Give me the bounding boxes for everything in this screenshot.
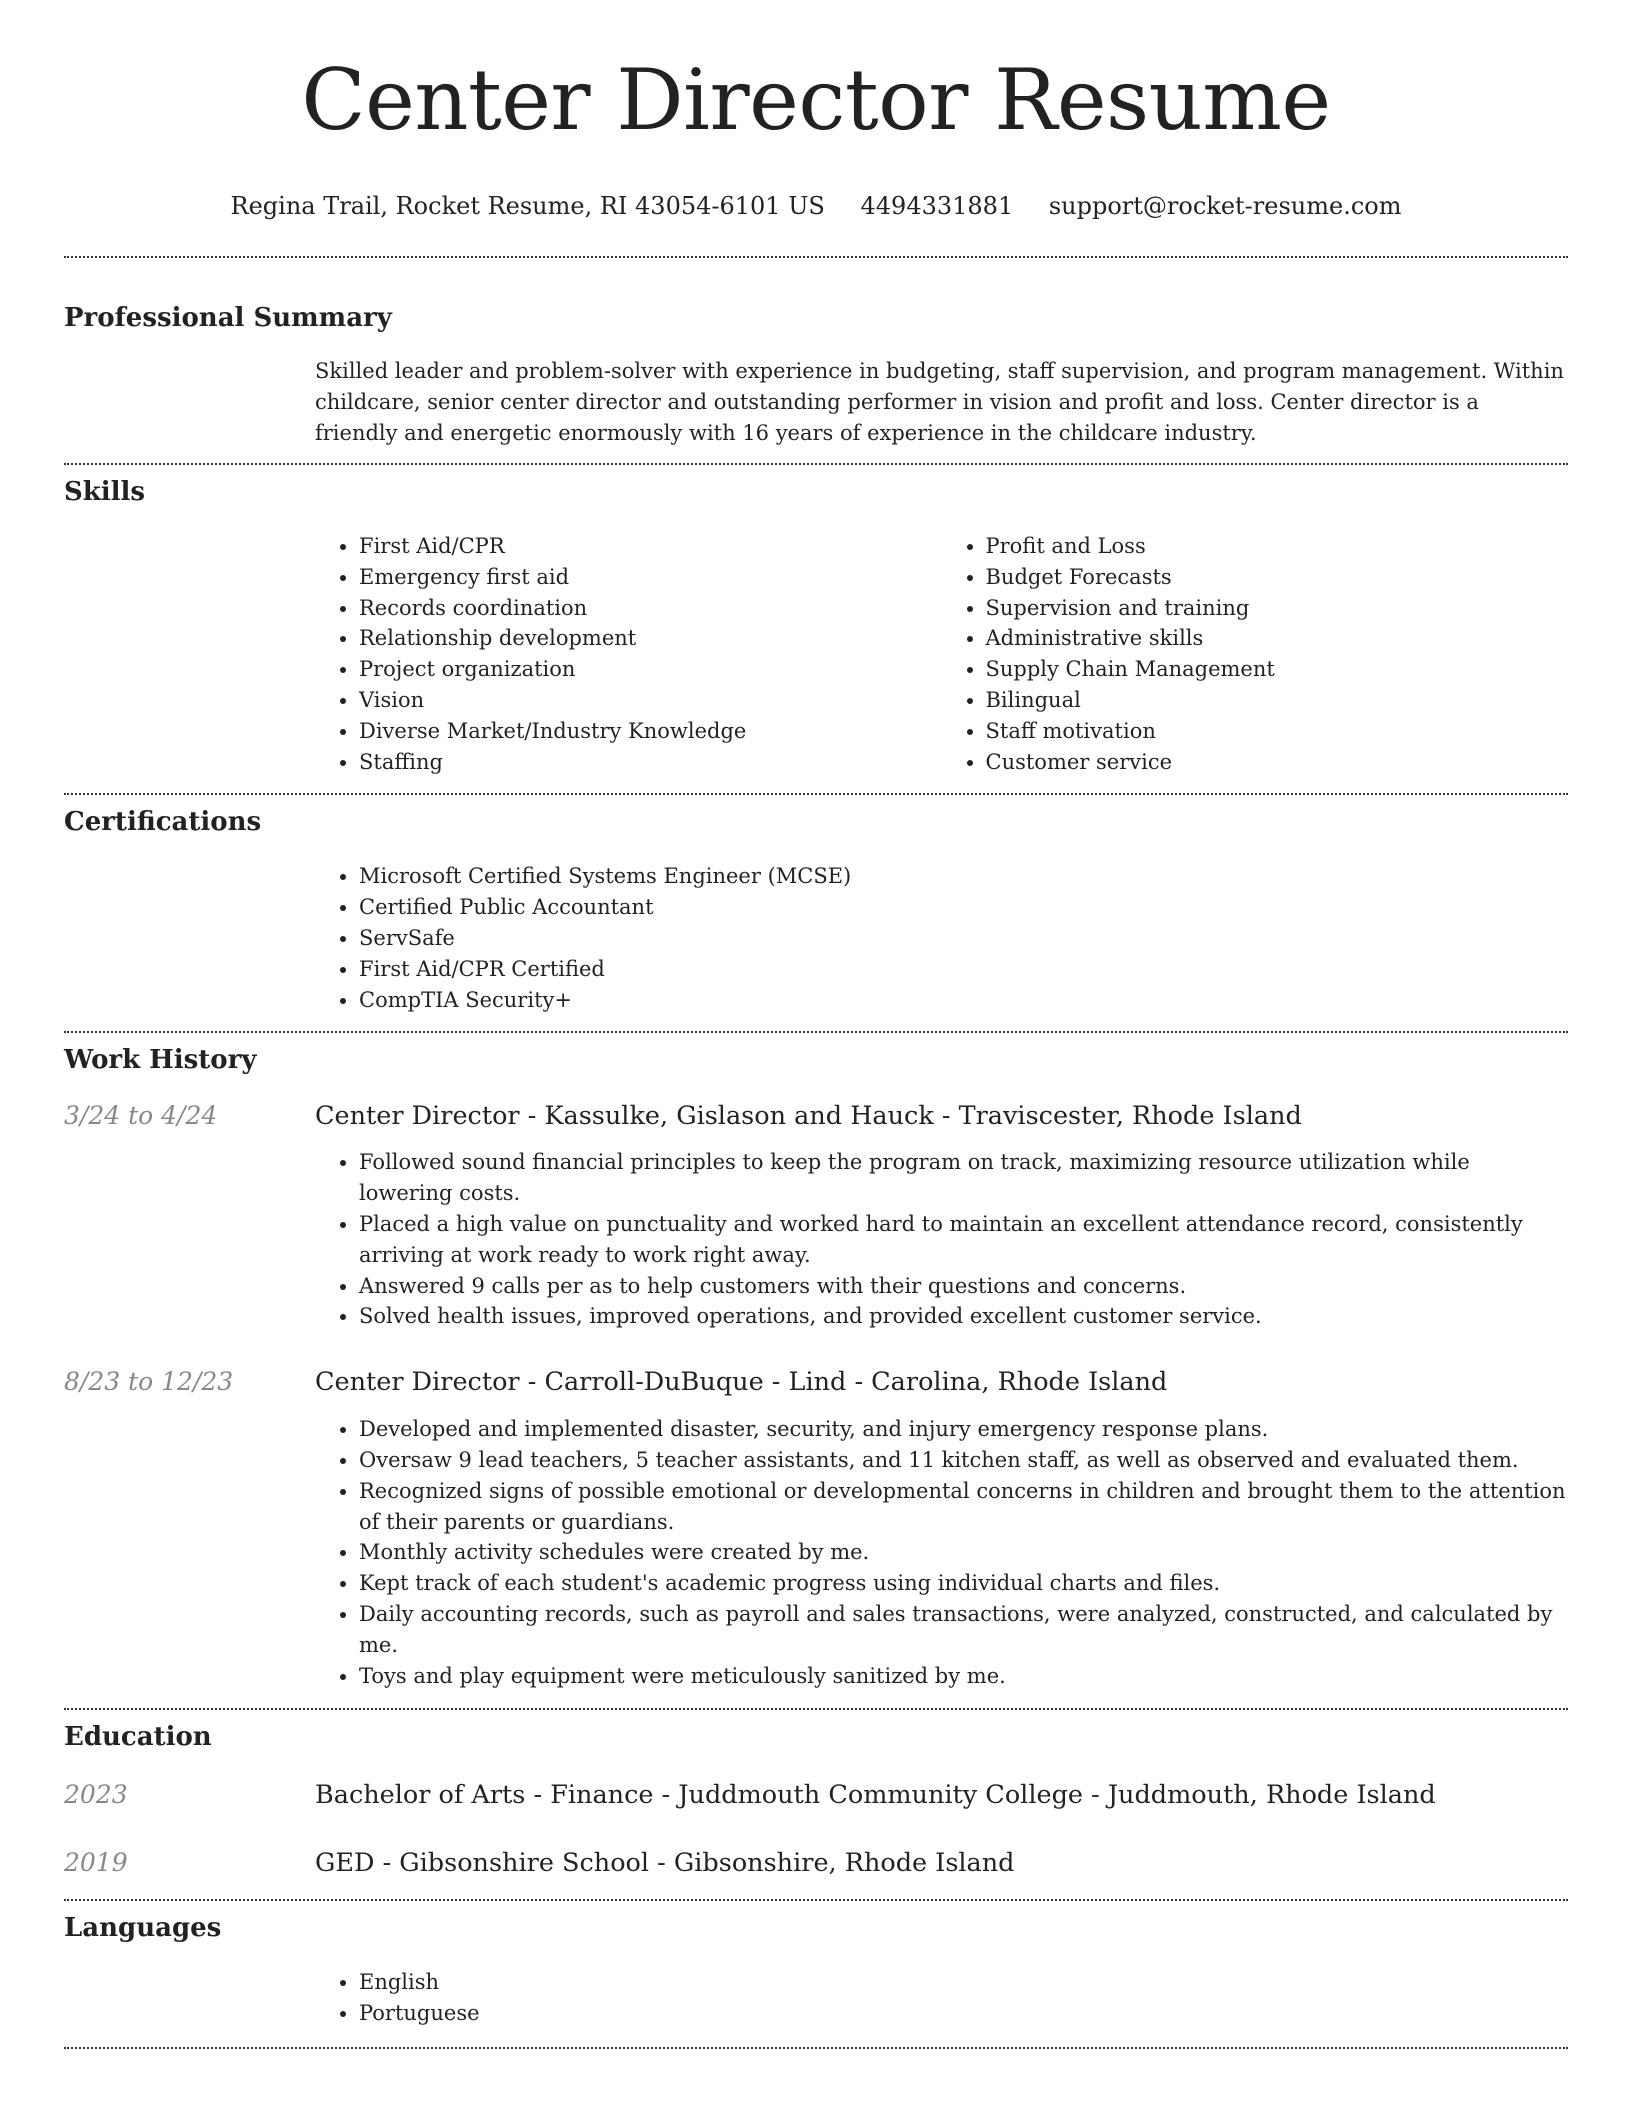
certification-item: • ServSafe — [359, 923, 1568, 954]
job-bullet: • Daily accounting records, such as payroll and sales transactions, were analyzed, constructed, and calculated by me. — [359, 1599, 1568, 1661]
divider — [64, 1899, 1568, 1901]
job-bullet: • Monthly activity schedules were created by me. — [359, 1537, 1568, 1568]
certification-item: • Certified Public Accountant — [359, 892, 1568, 923]
language-item: • English — [359, 1967, 1568, 1998]
skill-item: • Records coordination — [359, 593, 942, 624]
section-heading-education: Education — [64, 1722, 212, 1753]
job-entry — [64, 1100, 1568, 1132]
section-heading-languages: Languages — [64, 1913, 222, 1944]
summary-body — [315, 356, 1568, 449]
contact-line — [64, 190, 1568, 222]
skill-item: • Emergency first aid — [359, 562, 942, 593]
language-item: • Portuguese — [359, 1998, 1568, 2029]
job-bullet: • Solved health issues, improved operations, and provided excellent customer service. — [359, 1301, 1568, 1332]
job-dates: 8/23 to 12/23 — [64, 1367, 234, 1397]
skill-item: • Staff motivation — [986, 716, 1569, 747]
job-title: Center Director - Kassulke, Gislason and Hauck - Traviscester, Rhode Island — [315, 1101, 1302, 1132]
job-bullet: • Kept track of each student's academic progress using individual charts and files. — [359, 1568, 1568, 1599]
divider — [64, 1708, 1568, 1710]
skill-item: • Relationship development — [359, 623, 942, 654]
skill-item: • Supply Chain Management — [986, 654, 1569, 685]
contact-phone: 4494331881 — [860, 192, 1014, 220]
job-bullet: • Answered 9 calls per as to help customers with their questions and concerns. — [359, 1271, 1568, 1302]
skill-item: • Supervision and training — [986, 593, 1569, 624]
skill-item: • Vision — [359, 685, 942, 716]
skill-item: • Customer service — [986, 747, 1569, 778]
certification-item: • CompTIA Security+ — [359, 985, 1568, 1016]
skills-list — [315, 531, 1568, 777]
skill-item: • Project organization — [359, 654, 942, 685]
contact-address: Regina Trail, Rocket Resume, RI 43054-6101 US — [230, 192, 825, 220]
certification-item: • First Aid/CPR Certified — [359, 954, 1568, 985]
section-heading-work-history: Work History — [64, 1045, 257, 1076]
languages-list — [315, 1967, 1568, 2029]
job-bullet: • Developed and implemented disaster, security, and injury emergency response plans. — [359, 1414, 1568, 1445]
education-year: 2023 — [64, 1780, 128, 1810]
education-entry — [64, 1847, 1568, 1879]
section-heading-summary: Professional Summary — [64, 303, 392, 333]
divider — [64, 463, 1568, 465]
education-detail: Bachelor of Arts - Finance - Juddmouth Community College - Juddmouth, Rhode Island — [315, 1780, 1436, 1811]
resume-title: Center Director Resume — [301, 51, 1331, 149]
skills-column-right — [942, 531, 1569, 777]
education-detail: GED - Gibsonshire School - Gibsonshire, Rhode Island — [315, 1848, 1015, 1879]
job-title: Center Director - Carroll-DuBuque - Lind - Carolina, Rhode Island — [315, 1367, 1168, 1398]
skills-column-left — [315, 531, 942, 777]
skill-item: • Staffing — [359, 747, 942, 778]
certifications-list — [315, 861, 1568, 1015]
skill-item: • Administrative skills — [986, 623, 1569, 654]
divider — [64, 1031, 1568, 1033]
divider — [64, 2047, 1568, 2049]
job-bullets — [315, 1414, 1568, 1691]
resume-page — [64, 0, 1568, 2049]
job-bullet: • Recognized signs of possible emotional or developmental concerns in children and brought them to the attention of their parents or guardians. — [359, 1476, 1568, 1538]
contact-email: support@rocket-resume.com — [1048, 192, 1402, 220]
divider — [64, 256, 1568, 258]
job-bullet: • Toys and play equipment were meticulously sanitized by me. — [359, 1661, 1568, 1692]
section-heading-certifications: Certifications — [64, 807, 262, 838]
job-bullets — [315, 1147, 1568, 1332]
skill-item: • Bilingual — [986, 685, 1569, 716]
education-year: 2019 — [64, 1848, 128, 1878]
education-entry — [64, 1779, 1568, 1811]
job-bullet: • Placed a high value on punctuality and worked hard to maintain an excellent attendance record, consistently arriving at work ready to work right away. — [359, 1209, 1568, 1271]
skill-item: • Diverse Market/Industry Knowledge — [359, 716, 942, 747]
job-dates: 3/24 to 4/24 — [64, 1101, 218, 1131]
section-heading-skills: Skills — [64, 477, 146, 507]
skill-item: • First Aid/CPR — [359, 531, 942, 562]
skill-item: • Budget Forecasts — [986, 562, 1569, 593]
certification-item: • Microsoft Certified Systems Engineer (MCSE) — [359, 861, 1568, 892]
summary-text: Skilled leader and problem-solver with experience in budgeting, staff supervision, and program management. Within childcare, senior center director and outstanding performer in vision and profit and loss. Center director is a friendly and energetic enormously with 16 years of experience in the childcare industry. — [315, 359, 1564, 445]
job-bullet: • Followed sound financial principles to keep the program on track, maximizing resource utilization while lowering costs. — [359, 1147, 1568, 1209]
skill-item: • Profit and Loss — [986, 531, 1569, 562]
job-entry — [64, 1366, 1568, 1398]
divider — [64, 793, 1568, 795]
job-bullet: • Oversaw 9 lead teachers, 5 teacher assistants, and 11 kitchen staff, as well as observed and evaluated them. — [359, 1445, 1568, 1476]
